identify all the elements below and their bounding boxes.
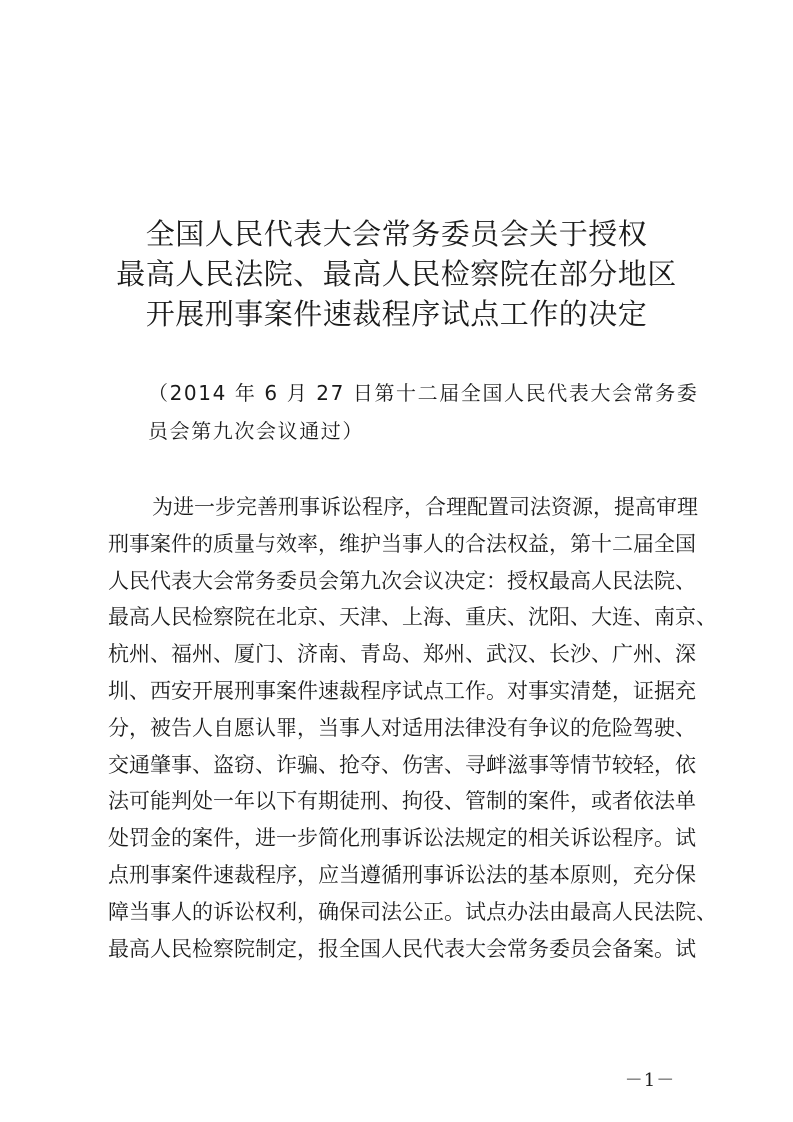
- body-line: 刑事案件的质量与效率，维护当事人的合法权益，第十二届全国: [108, 531, 696, 556]
- page-number: －1－: [624, 1070, 676, 1091]
- body-line: 分，被告人自愿认罪，当事人对适用法律没有争议的危险驾驶、: [108, 715, 696, 740]
- title-line: 全国人民代表大会常务委员会关于授权: [145, 217, 648, 251]
- body-line: 人民代表大会常务委员会第九次会议决定：授权最高人民法院、: [108, 568, 696, 593]
- document-title: [80, 214, 713, 334]
- body-line: 点刑事案件速裁程序，应当遵循刑事诉讼法的基本原则，充分保: [108, 862, 696, 887]
- adoption-note-line: 员会第九次会议通过）: [148, 419, 364, 443]
- body-line: 障当事人的诉讼权利，确保司法公正。试点办法由最高人民法院、: [108, 899, 717, 924]
- body-line: 最高人民检察院制定，报全国人民代表大会常务委员会备案。试: [108, 936, 696, 961]
- title-line: 最高人民法院、最高人民检察院在部分地区: [116, 257, 677, 291]
- body-paragraph: [108, 489, 717, 967]
- body-line: 为进一步完善刑事诉讼程序，合理配置司法资源，提高审理: [152, 495, 698, 519]
- title-line: 开展刑事案件速裁程序试点工作的决定: [145, 297, 648, 331]
- adoption-note: [148, 374, 699, 450]
- body-line: 最高人民检察院在北京、天津、上海、重庆、沈阳、大连、南京、: [108, 605, 717, 630]
- body-line: 杭州、福州、厦门、济南、青岛、郑州、武汉、长沙、广州、深: [108, 642, 696, 667]
- adoption-note-line: （2014 年 6 月 27 日第十二届全国人民代表大会常务委: [148, 381, 699, 405]
- body-line: 圳、西安开展刑事案件速裁程序试点工作。对事实清楚，证据充: [108, 678, 696, 703]
- body-line: 交通肇事、盗窃、诈骗、抢夺、伤害、寻衅滋事等情节较轻，依: [108, 752, 696, 777]
- body-line: 处罚金的案件，进一步简化刑事诉讼法规定的相关诉讼程序。试: [108, 826, 696, 851]
- body-line: 法可能判处一年以下有期徒刑、拘役、管制的案件，或者依法单: [108, 789, 696, 814]
